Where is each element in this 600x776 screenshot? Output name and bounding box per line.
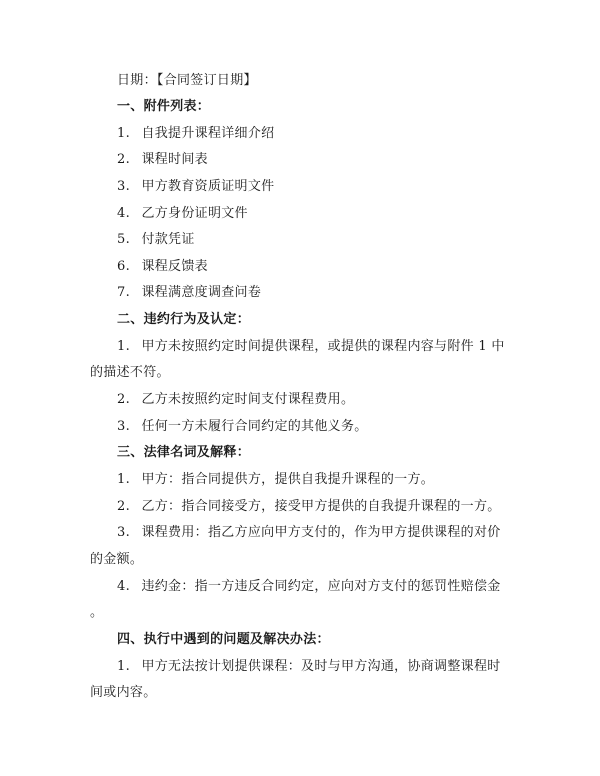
list-item: 3. 课程费用：指乙方应向甲方支付的，作为甲方提供课程的对价 xyxy=(117,525,501,540)
list-item-continuation: 的金额。 xyxy=(90,552,144,567)
list-item: 3. 甲方教育资质证明文件 xyxy=(117,179,275,194)
date-line xyxy=(117,72,549,89)
list-item: 5. 付款凭证 xyxy=(117,232,195,247)
list-item-continuation: 间或内容。 xyxy=(90,685,157,700)
list-item-continuation: 的描述不符。 xyxy=(90,365,170,380)
date-label: 日期： xyxy=(117,73,157,88)
list-item: 2. 乙方：指合同接受方，接受甲方提供的自我提升课程的一方。 xyxy=(117,499,501,514)
list-item: 6. 课程反馈表 xyxy=(117,259,208,274)
section-heading-breach: 二、违约行为及认定： xyxy=(117,312,251,327)
list-item: 2. 乙方未按照约定时间支付课程费用。 xyxy=(117,392,355,407)
list-item: 7. 课程满意度调查问卷 xyxy=(117,285,262,300)
list-item: 4. 乙方身份证明文件 xyxy=(117,206,248,221)
list-item: 4. 违约金：指一方违反合同约定，应向对方支付的惩罚性赔偿金 xyxy=(117,579,501,594)
section-heading-terms: 三、法律名词及解释： xyxy=(117,445,251,460)
section-heading-issues: 四、执行中遇到的问题及解决办法： xyxy=(117,632,330,647)
list-item: 3. 任何一方未履行合同约定的其他义务。 xyxy=(117,419,368,434)
list-item: 1. 甲方：指合同提供方，提供自我提升课程的一方。 xyxy=(117,472,435,487)
list-item: 1. 甲方未按照约定时间提供课程，或提供的课程内容与附件 1 中 xyxy=(117,339,505,354)
list-item: 2. 课程时间表 xyxy=(117,152,208,167)
list-item: 1. 自我提升课程详细介绍 xyxy=(117,126,275,141)
section-heading-attachments: 一、附件列表： xyxy=(117,99,211,114)
date-value: 【合同签订日期】 xyxy=(156,73,257,88)
list-item-continuation: 。 xyxy=(90,605,104,620)
list-item: 1. 甲方无法按计划提供课程：及时与甲方沟通，协商调整课程时 xyxy=(117,659,501,674)
